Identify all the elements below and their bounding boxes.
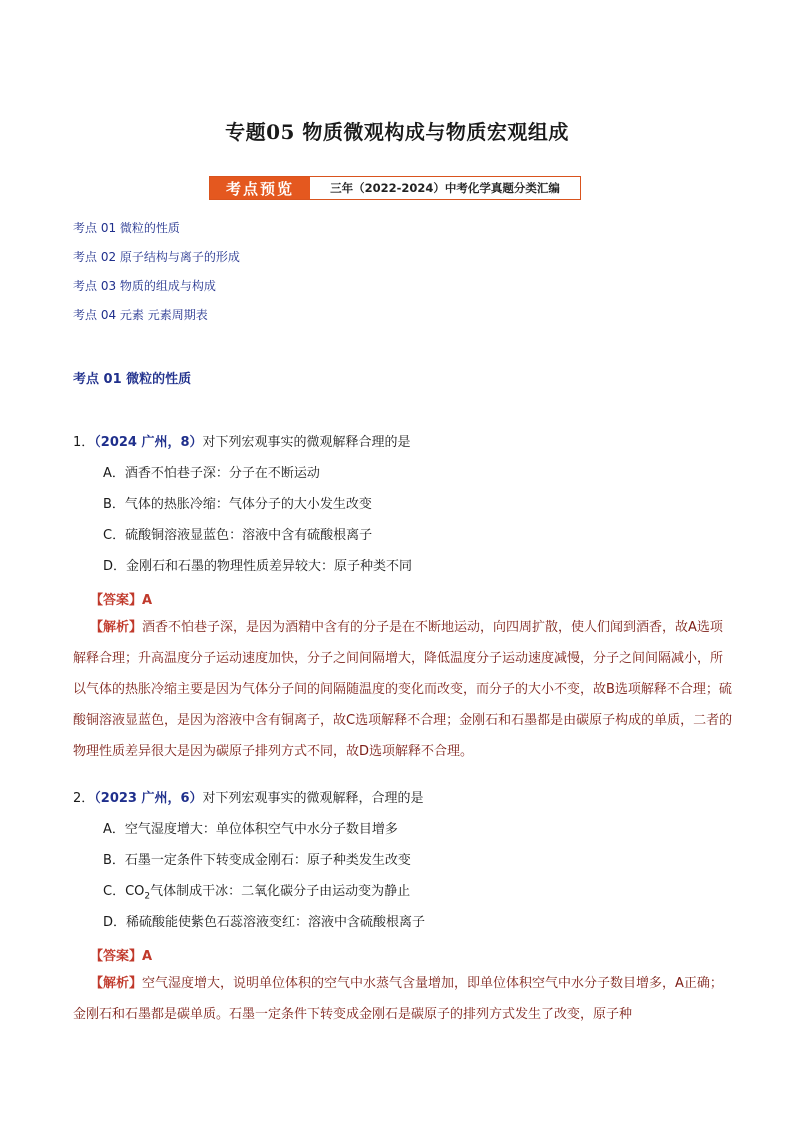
toc-item[interactable]: 考点 02 原子结构与离子的形成 (73, 250, 240, 264)
toc-item[interactable]: 考点 04 元素 元素周期表 (73, 308, 208, 322)
answer: 【答案】A (90, 593, 153, 608)
question-number: 1． (73, 435, 95, 450)
question-text: 对下列宏观事实的微观解释，合理的是 (202, 791, 424, 806)
analysis-tag: 【解析】 (90, 620, 143, 635)
toc-list (73, 219, 240, 335)
option-b: B．石墨一定条件下转变成金刚石：原子种类发生改变 (103, 853, 411, 868)
page-title: 专题05 物质微观构成与物质宏观组成 (225, 120, 569, 144)
preview-banner (209, 176, 581, 200)
banner-tag: 考点预览 (210, 177, 310, 199)
question-1-stem (73, 433, 411, 453)
question-source: （2024 广州，8） (94, 435, 203, 450)
analysis (73, 968, 733, 1030)
option-a: A．酒香不怕巷子深：分子在不断运动 (103, 466, 320, 481)
section-heading: 考点 01 微粒的性质 (73, 372, 192, 387)
option-b: B．气体的热胀冷缩：气体分子的大小发生改变 (103, 497, 372, 512)
analysis-text: 酒香不怕巷子深，是因为酒精中含有的分子是在不断地运动，向四周扩散，使人们闻到酒香，故A选项解释合理；升高温度分子运动速度加快，分子之间间隔增大，降低温度分子运动速度减慢，分子之间间隔减小，所以气体的热胀冷缩主要是因为气体分子间的间隔随温度的变化而改变，而分子的大小不变，故B选项解释不合理；硫酸铜溶液显蓝色，是因为溶液中含有铜离子，故C选项解释不合理；金刚石和石墨都是由碳原子构成的单质，二者的物理性质差异很大是因为碳原子排列方式不同，故D选项解释不合理。 (73, 620, 733, 759)
banner-text: 三年（2022-2024）中考化学真题分类汇编 (330, 181, 560, 195)
analysis-text: 空气湿度增大，说明单位体积的空气中水蒸气含量增加，即单位体积空气中水分子数目增多，A正确；金刚石和石墨都是碳单质。石墨一定条件下转变成金刚石是碳原子的排列方式发生了改变，原子种 (73, 976, 723, 1022)
question-source: （2023 广州，6） (94, 791, 203, 806)
analysis (73, 612, 733, 767)
answer: 【答案】A (90, 949, 153, 964)
option-c: C．$CO_2$气体制成干冰：二氧化碳分子由运动变为静止 (103, 884, 411, 902)
option-c: C．硫酸铜溶液显蓝色：溶液中含有硫酸根离子 (103, 528, 373, 543)
question-2-stem (73, 789, 424, 809)
toc-item[interactable]: 考点 03 物质的组成与构成 (73, 279, 216, 293)
question-number: 2． (73, 791, 95, 806)
toc-item[interactable]: 考点 01 微粒的性质 (73, 221, 180, 235)
option-d: D．稀硫酸能使紫色石蕊溶液变红：溶液中含硫酸根离子 (103, 915, 426, 930)
option-d: D．金刚石和石墨的物理性质差异较大：原子种类不同 (103, 559, 413, 574)
question-text: 对下列宏观事实的微观解释合理的是 (202, 435, 411, 450)
option-a: A．空气湿度增大：单位体积空气中水分子数目增多 (103, 822, 398, 837)
analysis-tag: 【解析】 (90, 976, 143, 991)
